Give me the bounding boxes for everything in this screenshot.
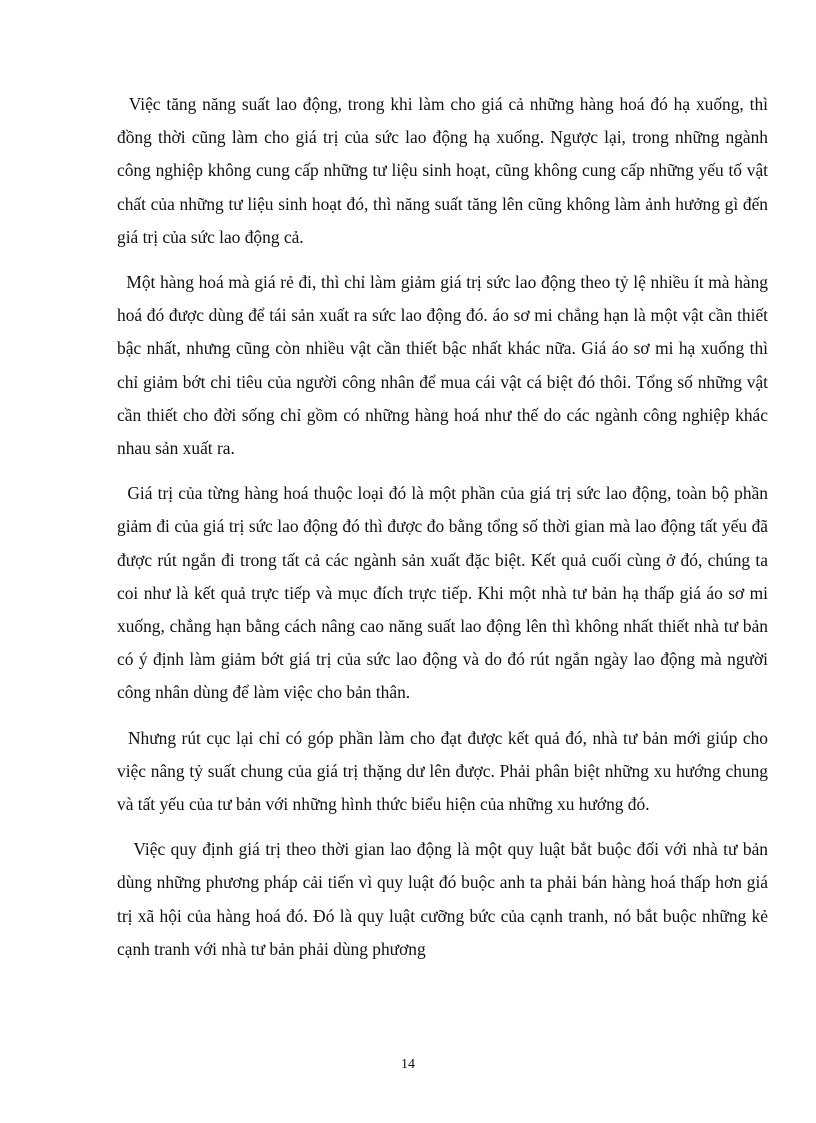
paragraph-3: Giá trị của từng hàng hoá thuộc loại đó là một phần của giá trị sức lao động, toàn bộ phần giảm đi của giá trị sức lao động đó thì được đo bằng tổng số thời gian mà lao động tất yếu đã được rút ngắn đi trong tất cả các ngành sản xuất đặc biệt. Kết quả cuối cùng ở đó, chúng ta coi như là kết quả trực tiếp và mục đích trực tiếp. Khi một nhà tư bản hạ thấp giá áo sơ mi xuống, chẳng hạn bằng cách nâng cao năng suất lao động lên thì không nhất thiết nhà tư bản có ý định làm giảm bớt giá trị của sức lao động và do đó rút ngắn ngày lao động mà người công nhân dùng để làm việc cho bản thân. — [117, 483, 768, 703]
page-body — [117, 88, 768, 978]
paragraph-4: Nhưng rút cục lại chỉ có góp phần làm cho đạt được kết quả đó, nhà tư bản mới giúp cho việc nâng tỷ suất chung của giá trị thặng dư lên được. Phải phân biệt những xu hướng chung và tất yếu của tư bản với những hình thức biểu hiện của những xu hướng đó. — [117, 727, 768, 815]
paragraph-1: Việc tăng năng suất lao động, trong khi làm cho giá cả những hàng hoá đó hạ xuống, thì đồng thời cũng làm cho giá trị của sức lao động hạ xuống. Ngược lại, trong những ngành công nghiệp không cung cấp những tư liệu sinh hoạt, cũng không cung cấp những yếu tố vật chất của những tư liệu sinh hoạt đó, thì năng suất tăng lên cũng không làm ảnh hưởng gì đến giá trị của sức lao động cả. — [117, 94, 768, 247]
paragraph-5: Việc quy định giá trị theo thời gian lao động là một quy luật bắt buộc đối với nhà tư bản dùng những phương pháp cải tiến vì quy luật đó buộc anh ta phải bán hàng hoá thấp hơn giá trị xã hội của hàng hoá đó. Đó là quy luật cưỡng bức của cạnh tranh, nó bắt buộc những kẻ cạnh tranh với nhà tư bản phải dùng phương — [117, 839, 768, 959]
page-number: 14 — [401, 1057, 415, 1072]
paragraph-2: Một hàng hoá mà giá rẻ đi, thì chỉ làm giảm giá trị sức lao động theo tỷ lệ nhiều ít mà hàng hoá đó được dùng để tái sản xuất ra sức lao động đó. áo sơ mi chẳng hạn là một vật cần thiết bậc nhất, nhưng cũng còn nhiều vật cần thiết bậc nhất khác nữa. Giá áo sơ mi hạ xuống thì chỉ giảm bớt chi tiêu của người công nhân để mua cái vật cá biệt đó thôi. Tổng số những vật cần thiết cho đời sống chỉ gồm có những hàng hoá như thế do các ngành công nghiệp khác nhau sản xuất ra. — [117, 272, 768, 459]
